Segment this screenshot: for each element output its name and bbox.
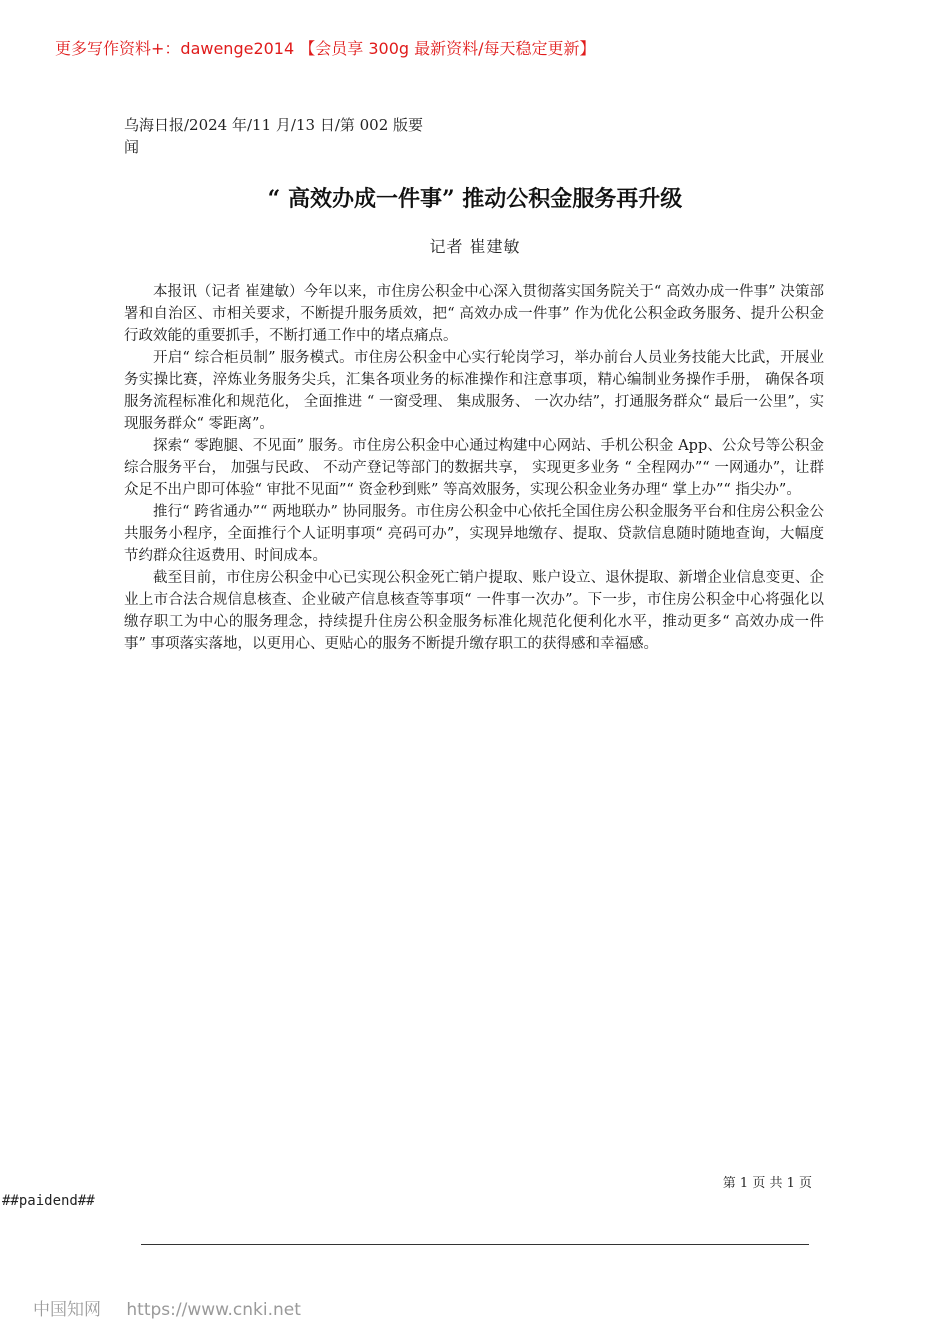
paragraph: 本报讯（记者 崔建敏）今年以来，市住房公积金中心深入贯彻落实国务院关于“ 高效办成一件事” 决策部署和自治区、市相关要求，不断提升服务质效，把“ 高效办成一件事” 作为优化公积金政务服务、提升公积金行政效能的重要抓手，不断打通工作中的堵点痛点。: [124, 284, 824, 344]
byline: 记者 崔建敏: [429, 237, 521, 256]
footer-watermark: [33, 1295, 301, 1320]
paragraph: 探索“ 零跑腿、不见面” 服务。市住房公积金中心通过构建中心网站、手机公积金 App、公众号等公积金综合服务平台， 加强与民政、 不动产登记等部门的数据共享， 实现更多业务 “ 全程网办”“ 一网通办”，让群众足不出户即可体验“ 审批不见面”“ 资金秒到账” 等高效服务，实现公积金业务办理“ 掌上办”“ 指尖办”。: [124, 438, 824, 498]
source-info: 乌海日报/2024 年/11 月/13 日/第 002 版要闻: [124, 116, 424, 156]
paragraph: 开启“ 综合柜员制” 服务模式。市住房公积金中心实行轮岗学习，举办前台人员业务技能大比武，开展业务实操比赛，淬炼业务服务尖兵，汇集各项业务的标准操作和注意事项，精心编制业务操作手册， 确保各项服务流程标准化和规范化， 全面推进 “ 一窗受理、 集成服务、 一次办结”，打通服务群众“ 最后一公里”，实现服务群众“ 零距离”。: [124, 350, 824, 432]
promo-banner: 更多写作资料+：dawenge2014 【会员享 300g 最新资料/每天稳定更新】: [55, 39, 596, 58]
paid-end-marker: ##paidend##: [2, 1193, 95, 1209]
article-body: [124, 281, 824, 655]
paragraph: 截至目前，市住房公积金中心已实现公积金死亡销户提取、账户设立、退休提取、新增企业信息变更、企业上市合法合规信息核查、企业破产信息核查等事项“ 一件事一次办”。下一步，市住房公积金中心将强化以缴存职工为中心的服务理念，持续提升住房公积金服务标准化规范化便利化水平，推动更多“ 高效办成一件事” 事项落实落地，以更用心、更贴心的服务不断提升缴存职工的获得感和幸福感。: [124, 570, 824, 652]
paragraph: 推行“ 跨省通办”“ 两地联办” 协同服务。市住房公积金中心依托全国住房公积金服务平台和住房公积金公共服务小程序，全面推行个人证明事项“ 亮码可办”，实现异地缴存、提取、贷款信息随时随地查询，大幅度节约群众往返费用、时间成本。: [124, 504, 824, 564]
footer-site-name: 中国知网: [33, 1300, 101, 1320]
article-title: “ 高效办成一件事” 推动公积金服务再升级: [267, 186, 683, 212]
footer-site-url[interactable]: https://www.cnki.net: [126, 1300, 301, 1320]
footer-divider: [141, 1244, 809, 1245]
page-number: 第 1 页 共 1 页: [722, 1176, 812, 1191]
